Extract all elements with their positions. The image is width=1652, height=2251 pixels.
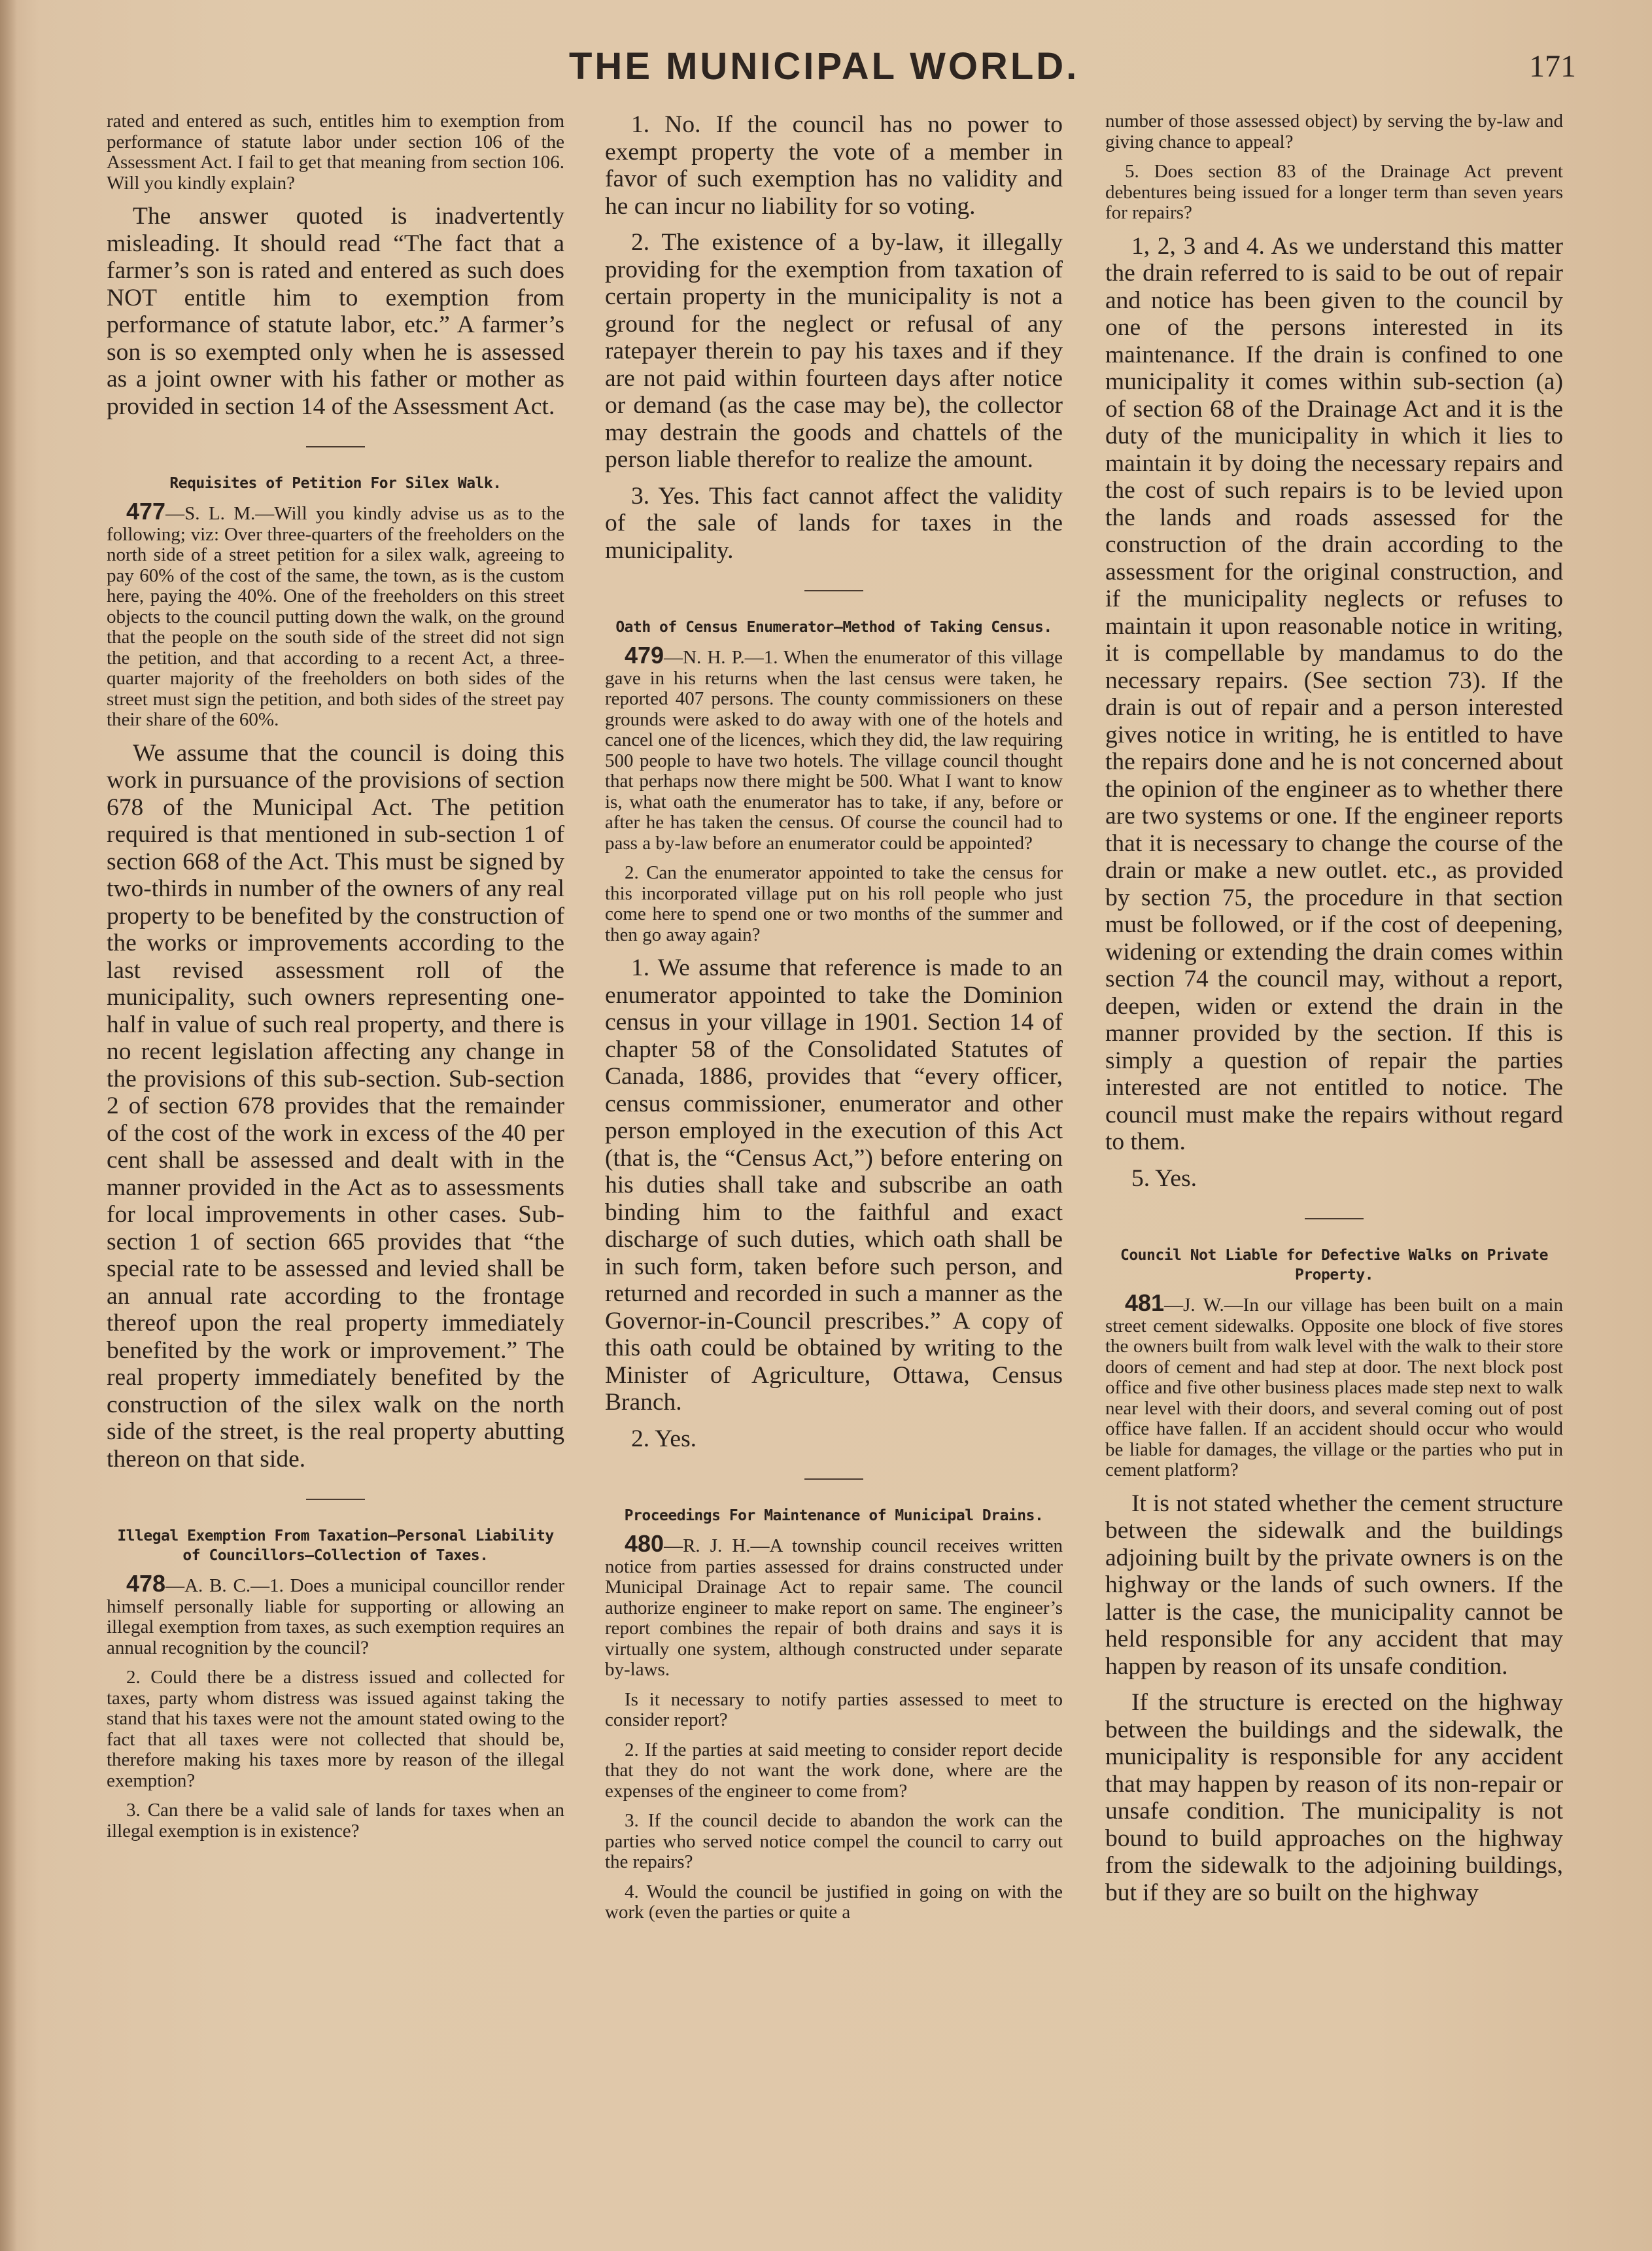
column-1 [107,111,564,1851]
question-number: 478 [126,1570,166,1597]
answer-paragraph: The answer quoted is inadvertently misleading. It should read “The fact that a farmer’s son is rated and entered as such does NOT entitle him to exemption from performance of statute labor, etc.” A farmer’s son is so exempted only when he is assessed as a joint owner with his father or mother as provided in section 14 of the Assessment Act. [107,203,564,420]
answer-481-1: It is not stated whether the cement structure between the sidewalk and the buildings adjoining built by the private owners is on the highway or the lands of such owners. If the latter is the case, the municipality cannot be held responsible for any accident that may happen by reason of its unsafe condition. [1105,1490,1563,1680]
question-number: 480 [625,1530,664,1557]
question-477 [107,498,564,731]
answer-478-1: 1. No. If the council has no power to exempt property the vote of a member in favor of such exemption has no validity and he can incur no liability for so voting. [605,111,1063,220]
question-480-part-3: 2. If the parties at said meeting to consider report decide that they do not want the work done, where are the expenses of the engineer to come from? [605,1739,1063,1802]
question-480-part-6: 5. Does section 83 of the Drainage Act prevent debentures being issued for a longer term than seven years for repairs? [1105,161,1563,223]
journal-title: THE MUNICIPAL WORLD. [569,45,1080,88]
page-number: 171 [1529,49,1576,84]
section-heading-479: Oath of Census Enumerator—Method of Taking Census. [615,619,1052,636]
question-number: 481 [1125,1289,1165,1316]
question-text: —J. W.—In our village has been built on a main street cement sidewalks. Opposite one block of five stores the owners built from walk level with the walk to their store doors of cement and had step at door. The next block post office and five other business places made step next to walk near level with their doors, and several coming out of post office have fallen. If an accident should occur who would be liable for damages, the village or the parties who put in cement platform? [1105,1295,1563,1480]
section-divider [804,590,863,591]
question-479 [605,642,1063,854]
question-text: rated and entered as such, entitles him to exemption from performance of statute labor under section 106 of the Assessment Act. I fail to get that meaning from section 106. Will you kindly explain? [107,111,564,194]
answer-478-3: 3. Yes. This fact cannot affect the validity of the sale of lands for taxes in the municipality. [605,482,1063,564]
question-text: —A. B. C.—1. Does a municipal councillor render himself personally liable for supporting or allowing an illegal exemption from taxes, as such exemption requires an annual recognition by the council? [107,1575,564,1658]
question-text: —R. J. H.—A township council receives written notice from parties assessed for drains constructed under Municipal Drainage Act to repair same. The council authorize engineer to make report on same. The engineer’s report combines the repair of both drains and says it is virtually one system, although constructed under separate by-laws. [605,1535,1063,1680]
column-2 [605,111,1063,1932]
section-heading-481: Council Not Liable for Defective Walks on Private Property. [1120,1247,1548,1283]
answer-480-1-4: 1, 2, 3 and 4. As we understand this matter the drain referred to is said to be out of repair and notice has been given to the council by one of the persons interested in its maintenance. If the drain is confined to one municipality it comes within sub-section (a) of section 68 of the Drainage Act and it is the duty of the municipality in which it lies to maintain it by doing the necessary repairs and the cost of such repairs is to be levied upon the lands and roads assessed for the construction of the drain according to the assessment for the original construction, and if the municipality neglects or refuses to maintain it upon reasonable notice in writing, it is compellable by mandamus to do the necessary repairs. (See section 73). If the drain is out of repair and a person interested gives notice in writing, he is entitled to have the repairs done and he is not concerned about the opinion of the engineer as to whether there are two systems or one. If the engineer reports that it is necessary to change the course of the drain or make a new outlet. etc., as provided by section 75, the procedure in that section must be followed, or if the cost of deepening, widening or extending the drain comes within section 74 the council may, without a report, deepen, widen or extend the drain in the manner provided by the section. If this is simply a question of repair the parties interested are not entitled to notice. The council must make the repairs without regard to them. [1105,232,1563,1155]
section-divider [306,1499,365,1500]
section-divider [804,1478,863,1480]
column-3 [1105,111,1563,1915]
section-divider [1305,1218,1364,1219]
question-480-part-5: 4. Would the council be justified in going on with the work (even the parties or quite a [605,1881,1063,1923]
section-heading-477: Requisites of Petition For Silex Walk. [169,475,502,492]
question-480 [605,1530,1063,1681]
answer-477: We assume that the council is doing this work in pursuance of the provisions of section 678 of the Municipal Act. The petition required is that mentioned in sub-section 1 of section 668 of the Act. This must be signed by two-thirds in number of the owners of any real property to be benefited by the construction of the works or improvements according to the last revised assessment roll of the municipality, such owners representing one-half in value of such real property, and there is no recent legislation affecting any change in the provisions of this sub-section. Sub-section 2 of section 678 provides that the remainder of the cost of the work in excess of the 40 per cent shall be assessed and dealt with in the manner provided in the Act as to assessments for local improvements in other cases. Sub-section 1 of section 665 provides that “the special rate to be assessed and levied shall be an annual rate according to the frontage thereof upon the real property immediately benefited by the work or improvement.” The real property immediately benefited by the construction of the silex walk on the north side of the street, is the real property abutting thereon on that side. [107,739,564,1473]
answer-478-2: 2. The existence of a by-law, it illegally providing for the exemption from taxation of certain property in the municipality is not a ground for the neglect or refusal of any ratepayer therein to pay his taxes and if they are not paid within fourteen days after notice or demand (as the case may be), the collector may destrain the goods and chattels of the person liable therefor to realize the amount. [605,229,1063,473]
question-478-part-3: 3. Can there be a valid sale of lands for taxes when an illegal exemption is in existence? [107,1800,564,1841]
binding-shadow [0,0,17,2251]
question-478-part-2: 2. Could there be a distress issued and collected for taxes, party whom distress was issued against taking the stand that his taxes were not the amount stated owing to the fact that all taxes were not collected that should be, therefore making his taxes more by reason of the illegal exemption? [107,1667,564,1791]
question-479-part-2: 2. Can the enumerator appointed to take the census for this incorporated village put on his roll people who just come here to spend one or two months of the summer and then go away again? [605,862,1063,945]
answer-480-5: 5. Yes. [1131,1164,1197,1192]
question-480-part-2: Is it necessary to notify parties assessed to meet to consider report? [605,1688,1063,1730]
section-heading-478: Illegal Exemption From Taxation—Personal Liability of Councillors—Collection of Taxes. [117,1527,554,1564]
question-number: 477 [126,498,166,525]
question-480-part-5-continued: number of those assessed object) by serving the by-law and giving chance to appeal? [1105,111,1563,152]
question-text: —S. L. M.—Will you kindly advise us as to the following; viz: Over three-quarters of the freeholders on the north side of a street petition for a silex walk, agreeing to pay 60% of the cost of the same, the town, as is the custom here, paying the 40%. One of the freeholders on this street objects to the council putting down the walk, on the ground that the people on the south side of the street did not sign the petition, and that according to a recent Act, a three-quarter majority of the freeholders on both sides of the street must sign the petition, and both sides of the street pay their share of the 60%. [107,503,564,730]
question-481 [1105,1289,1563,1481]
answer-479-2: 2. Yes. [631,1425,697,1452]
section-divider [306,446,365,447]
question-text: —N. H. P.—1. When the enumerator of this village gave in his returns when the last census were taken, he reported 407 persons. The county commissioners on these grounds were asked to do away with one of the hotels and cancel one of the licences, which they did, the law requiring 500 people to have two hotels. The village council thought that perhaps now there might be 500. What I want to know is, what oath the enumerator has to take, if any, before or after he has taken the census. Of course the council had to pass a by-law before an enumerator could be appointed? [605,647,1063,854]
question-478 [107,1570,564,1658]
question-480-part-4: 3. If the council decide to abandon the work can the parties who served notice compel the council to carry out the repairs? [605,1810,1063,1872]
answer-481-2: If the structure is erected on the highway between the buildings and the sidewalk, the municipality is responsible for any accident that may happen by reason of its non-repair or unsafe condition. The municipality is not bound to build approaches on the highway from the sidewalk to the adjoining buildings, but if they are so built on the highway [1105,1689,1563,1906]
answer-479-1: 1. We assume that reference is made to an enumerator appointed to take the Dominion census in your village in 1901. Section 14 of chapter 58 of the Consolidated Statutes of Canada, 1886, provides that “every officer, census commissioner, enumerator and other person employed in the execution of this Act (that is, the “Census Act,”) before entering on his duties shall take and subscribe an oath binding him to the faithful and exact discharge of such duties, which oath shall be in such form, taken before such person, and returned and recorded in such a manner as the Governor-in-Council prescribes.” A copy of this oath could be obtained by writing to the Minister of Agriculture, Ottawa, Census Branch. [605,954,1063,1416]
section-heading-480: Proceedings For Maintenance of Municipal Drains. [624,1507,1044,1524]
question-number: 479 [625,642,664,669]
page-header [98,39,1596,98]
